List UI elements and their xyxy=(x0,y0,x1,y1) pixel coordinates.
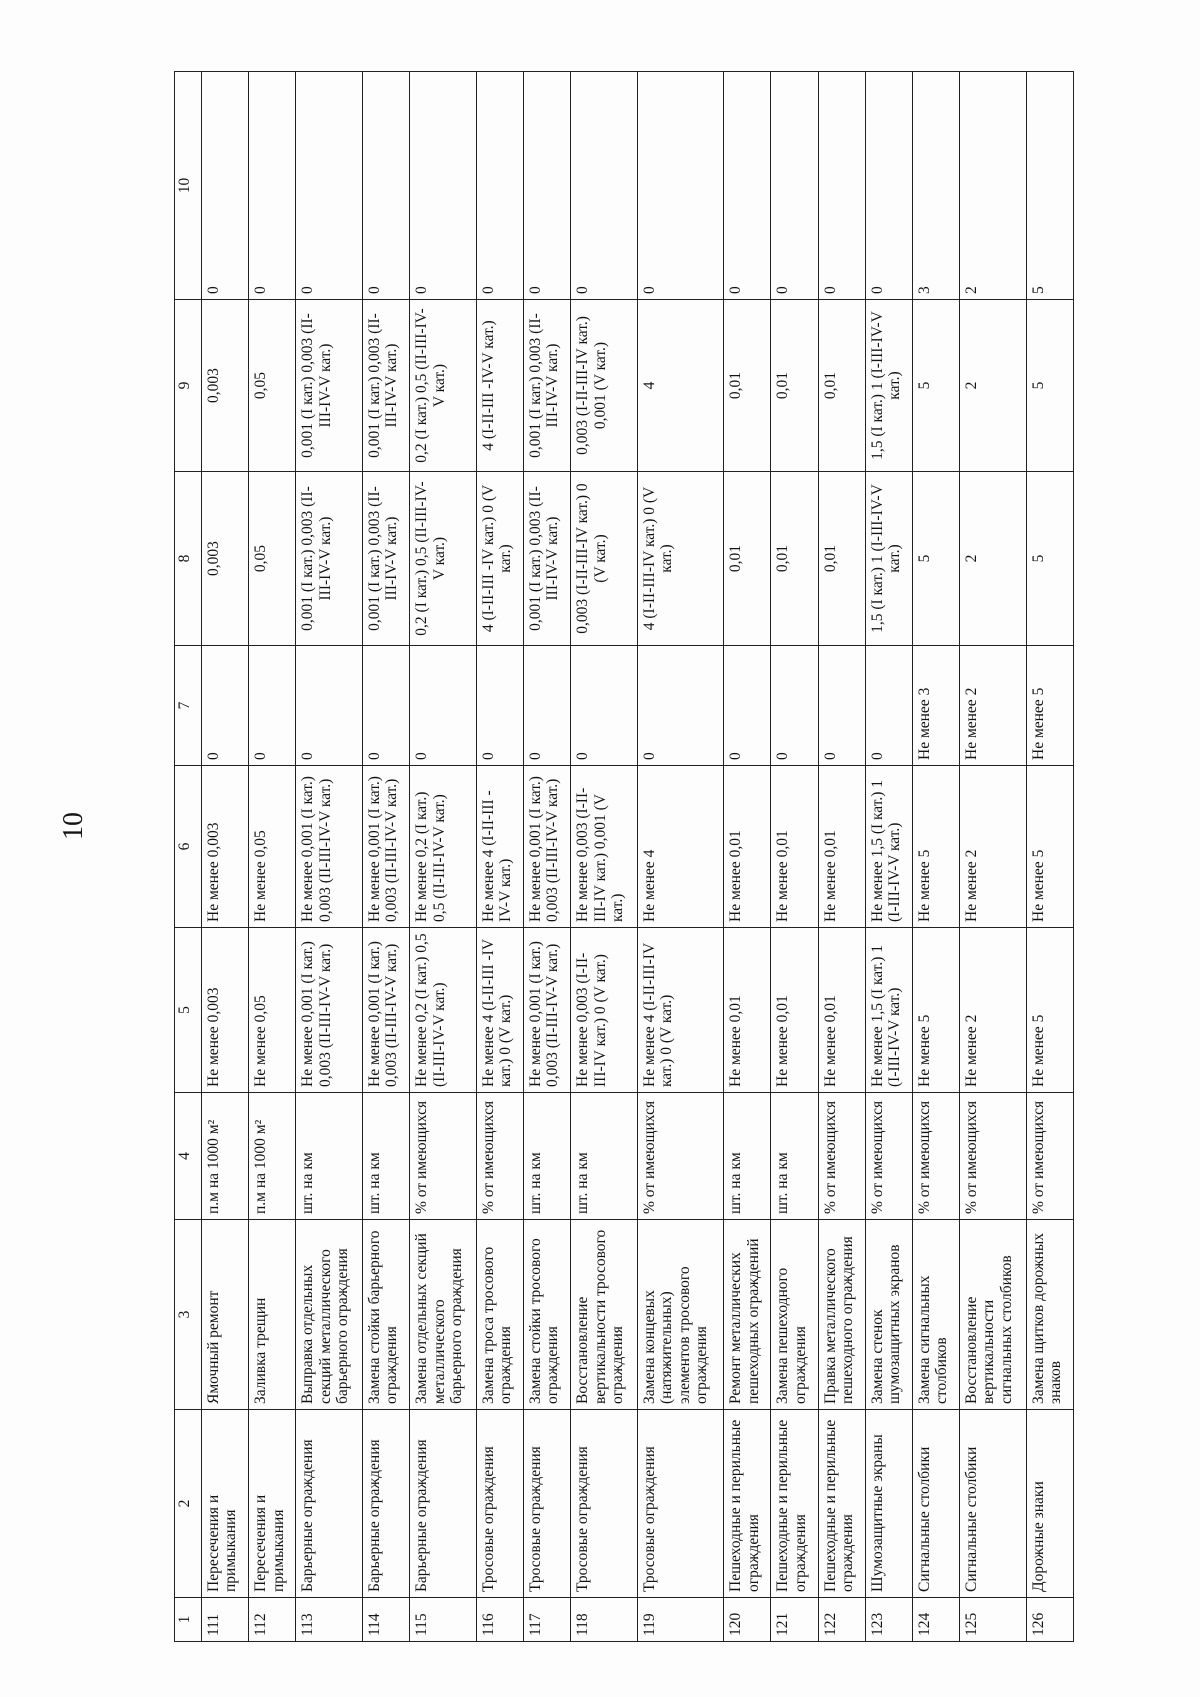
col9-cell: 1,5 (I кат.) 1 (I-III-IV-V кат.) xyxy=(865,300,912,472)
col7-cell: 0 xyxy=(524,646,571,766)
unit-cell: % от имеющихся xyxy=(410,1093,477,1220)
work-type-cell: Ямочный ремонт xyxy=(202,1220,249,1410)
col9-cell: 5 xyxy=(1026,300,1073,472)
col8-cell: 0,05 xyxy=(249,472,296,646)
col8-cell: 0,003 xyxy=(202,472,249,646)
col8-cell: 2 xyxy=(960,472,1027,646)
col6-cell: Не менее 4 xyxy=(637,766,723,928)
object-cell: Барьерные ограждения xyxy=(363,1410,410,1598)
col5-cell: Не менее 0,001 (I кат.) 0,003 (II-III-IV-V кат.) xyxy=(296,928,363,1093)
object-cell: Барьерные ограждения xyxy=(410,1410,477,1598)
row-number-cell: 119 xyxy=(637,1598,723,1642)
col5-cell: Не менее 0,01 xyxy=(724,928,771,1093)
header-cell: 10 xyxy=(175,72,202,300)
col5-cell: Не менее 0,05 xyxy=(249,928,296,1093)
unit-cell: % от имеющихся xyxy=(818,1093,865,1220)
col6-cell: Не менее 0,01 xyxy=(818,766,865,928)
row-number-cell: 115 xyxy=(410,1598,477,1642)
col7-cell: Не менее 3 xyxy=(912,646,959,766)
col5-cell: Не менее 0,001 (I кат.) 0,003 (II-III-IV-V кат.) xyxy=(363,928,410,1093)
col8-cell: 0,01 xyxy=(724,472,771,646)
object-cell: Дорожные знаки xyxy=(1026,1410,1073,1598)
table-row xyxy=(524,72,571,1642)
object-cell: Барьерные ограждения xyxy=(296,1410,363,1598)
table-wrapper xyxy=(174,72,1074,1642)
header-cell: 9 xyxy=(175,300,202,472)
table-row xyxy=(296,72,363,1642)
col5-cell: Не менее 2 xyxy=(960,928,1027,1093)
col6-cell: Не менее 2 xyxy=(960,766,1027,928)
work-type-cell: Замена пешеходного ограждения xyxy=(771,1220,818,1410)
col6-cell: Не менее 0,003 (I-II-III-IV кат.) 0,001 (V кат.) xyxy=(571,766,638,928)
header-cell: 4 xyxy=(175,1093,202,1220)
col10-cell: 0 xyxy=(249,72,296,300)
object-cell: Тросовые ограждения xyxy=(571,1410,638,1598)
unit-cell: % от имеющихся xyxy=(960,1093,1027,1220)
row-number-cell: 126 xyxy=(1026,1598,1073,1642)
col8-cell: 0,01 xyxy=(818,472,865,646)
col9-cell: 5 xyxy=(912,300,959,472)
col9-cell: 0,05 xyxy=(249,300,296,472)
work-type-cell: Замена концевых (натяжительных) элементов тросового ограждения xyxy=(637,1220,723,1410)
object-cell: Пересечения и примыкания xyxy=(249,1410,296,1598)
col8-cell: 0,001 (I кат.) 0,003 (II-III-IV-V кат.) xyxy=(296,472,363,646)
table-row xyxy=(202,72,249,1642)
row-number-cell: 112 xyxy=(249,1598,296,1642)
col8-cell: 0,2 (I кат.) 0,5 (II-III-IV-V кат.) xyxy=(410,472,477,646)
col10-cell: 2 xyxy=(960,72,1027,300)
row-number-cell: 113 xyxy=(296,1598,363,1642)
header-cell: 7 xyxy=(175,646,202,766)
object-cell: Шумозащитные экраны xyxy=(865,1410,912,1598)
header-row xyxy=(175,72,202,1642)
work-type-cell: Выправка отдельных секций металлического барьерного ограждения xyxy=(296,1220,363,1410)
col7-cell: Не менее 2 xyxy=(960,646,1027,766)
col10-cell: 3 xyxy=(912,72,959,300)
col9-cell: 0,003 (I-II-III-IV кат.) 0,001 (V кат.) xyxy=(571,300,638,472)
work-type-cell: Замена стойки тросового ограждения xyxy=(524,1220,571,1410)
object-cell: Пешеходные и перильные ограждения xyxy=(724,1410,771,1598)
row-number-cell: 111 xyxy=(202,1598,249,1642)
object-cell: Тросовые ограждения xyxy=(476,1410,523,1598)
work-type-cell: Правка металлического пешеходного ограждения xyxy=(818,1220,865,1410)
header-cell: 2 xyxy=(175,1410,202,1598)
work-type-cell: Восстановление вертикальности тросового ограждения xyxy=(571,1220,638,1410)
table-row xyxy=(571,72,638,1642)
col6-cell: Не менее 5 xyxy=(1026,766,1073,928)
col9-cell: 0,001 (I кат.) 0,003 (II-III-IV-V кат.) xyxy=(524,300,571,472)
unit-cell: шт. на км xyxy=(296,1093,363,1220)
col7-cell: 0 xyxy=(249,646,296,766)
page-number: 10 xyxy=(58,812,89,840)
header-cell: 5 xyxy=(175,928,202,1093)
work-type-cell: Замена стойки барьерного ограждения xyxy=(363,1220,410,1410)
col7-cell: Не менее 5 xyxy=(1026,646,1073,766)
work-type-cell: Замена троса тросового ограждения xyxy=(476,1220,523,1410)
work-type-cell: Замена сигнальных столбиков xyxy=(912,1220,959,1410)
row-number-cell: 123 xyxy=(865,1598,912,1642)
col7-cell: 0 xyxy=(571,646,638,766)
col9-cell: 0,003 xyxy=(202,300,249,472)
table-row xyxy=(249,72,296,1642)
col9-cell: 2 xyxy=(960,300,1027,472)
col7-cell: 0 xyxy=(865,646,912,766)
col5-cell: Не менее 1,5 (I кат.) 1 (I-III-IV-V кат.) xyxy=(865,928,912,1093)
col8-cell: 0,01 xyxy=(771,472,818,646)
unit-cell: шт. на км xyxy=(524,1093,571,1220)
table-row xyxy=(865,72,912,1642)
col6-cell: Не менее 0,003 xyxy=(202,766,249,928)
col6-cell: Не менее 0,2 (I кат.) 0,5 (II-III-IV-V кат.) xyxy=(410,766,477,928)
col6-cell: Не менее 0,001 (I кат.) 0,003 (II-III-IV-V кат.) xyxy=(296,766,363,928)
col8-cell: 5 xyxy=(1026,472,1073,646)
row-number-cell: 125 xyxy=(960,1598,1027,1642)
table-row xyxy=(724,72,771,1642)
work-type-cell: Замена отдельных секций металлического барьерного ограждения xyxy=(410,1220,477,1410)
col8-cell: 0,001 (I кат.) 0,003 (II-III-IV-V кат.) xyxy=(363,472,410,646)
work-type-cell: Замена щитков дорожных знаков xyxy=(1026,1220,1073,1410)
col6-cell: Не менее 0,001 (I кат.) 0,003 (II-III-IV-V кат.) xyxy=(363,766,410,928)
work-type-cell: Заливка трещин xyxy=(249,1220,296,1410)
object-cell: Пешеходные и перильные ограждения xyxy=(818,1410,865,1598)
col8-cell: 4 (I-II-III-IV кат.) 0 (V кат.) xyxy=(637,472,723,646)
unit-cell: п.м на 1000 м² xyxy=(249,1093,296,1220)
unit-cell: шт. на км xyxy=(571,1093,638,1220)
col10-cell: 0 xyxy=(524,72,571,300)
row-number-cell: 124 xyxy=(912,1598,959,1642)
col9-cell: 0,01 xyxy=(771,300,818,472)
col10-cell: 0 xyxy=(476,72,523,300)
col6-cell: Не менее 0,01 xyxy=(771,766,818,928)
col8-cell: 0,001 (I кат.) 0,003 (II-III-IV-V кат.) xyxy=(524,472,571,646)
col8-cell: 0,003 (I-II-III-IV кат.) 0 (V кат.) xyxy=(571,472,638,646)
col10-cell: 0 xyxy=(818,72,865,300)
col9-cell: 0,01 xyxy=(724,300,771,472)
unit-cell: шт. на км xyxy=(724,1093,771,1220)
col9-cell: 0,2 (I кат.) 0,5 (II-III-IV-V кат.) xyxy=(410,300,477,472)
table-row xyxy=(637,72,723,1642)
col6-cell: Не менее 5 xyxy=(912,766,959,928)
work-type-cell: Восстановление вертикальности сигнальных столбиков xyxy=(960,1220,1027,1410)
col5-cell: Не менее 0,01 xyxy=(771,928,818,1093)
header-cell: 3 xyxy=(175,1220,202,1410)
table-row xyxy=(1026,72,1073,1642)
work-type-cell: Ремонт металлических пешеходных ограждений xyxy=(724,1220,771,1410)
col7-cell: 0 xyxy=(296,646,363,766)
table-row xyxy=(818,72,865,1642)
unit-cell: % от имеющихся xyxy=(1026,1093,1073,1220)
object-cell: Тросовые ограждения xyxy=(637,1410,723,1598)
col7-cell: 0 xyxy=(724,646,771,766)
table-row xyxy=(410,72,477,1642)
unit-cell: шт. на км xyxy=(771,1093,818,1220)
col7-cell: 0 xyxy=(771,646,818,766)
col10-cell: 0 xyxy=(363,72,410,300)
col7-cell: 0 xyxy=(202,646,249,766)
row-number-cell: 122 xyxy=(818,1598,865,1642)
unit-cell: % от имеющихся xyxy=(637,1093,723,1220)
table-row xyxy=(771,72,818,1642)
row-number-cell: 118 xyxy=(571,1598,638,1642)
unit-cell: шт. на км xyxy=(363,1093,410,1220)
col6-cell: Не менее 0,05 xyxy=(249,766,296,928)
col5-cell: Не менее 0,01 xyxy=(818,928,865,1093)
col5-cell: Не менее 0,2 (I кат.) 0,5 (II-III-IV-V кат.) xyxy=(410,928,477,1093)
col9-cell: 0,01 xyxy=(818,300,865,472)
col5-cell: Не менее 4 (I-II-III -IV кат.) 0 (V кат.) xyxy=(476,928,523,1093)
col10-cell: 0 xyxy=(202,72,249,300)
col6-cell: Не менее 1,5 (I кат.) 1 (I-III-IV-V кат.) xyxy=(865,766,912,928)
unit-cell: % от имеющихся xyxy=(865,1093,912,1220)
object-cell: Сигнальные столбики xyxy=(960,1410,1027,1598)
row-number-cell: 116 xyxy=(476,1598,523,1642)
col5-cell: Не менее 5 xyxy=(1026,928,1073,1093)
col10-cell: 0 xyxy=(410,72,477,300)
object-cell: Пересечения и примыкания xyxy=(202,1410,249,1598)
col7-cell: 0 xyxy=(476,646,523,766)
row-number-cell: 120 xyxy=(724,1598,771,1642)
col9-cell: 0,001 (I кат.) 0,003 (II-III-IV-V кат.) xyxy=(296,300,363,472)
col6-cell: Не менее 4 (I-II-III -IV-V кат.) xyxy=(476,766,523,928)
col8-cell: 1,5 (I кат.) 1 (I-III-IV-V кат.) xyxy=(865,472,912,646)
col7-cell: 0 xyxy=(410,646,477,766)
header-cell: 1 xyxy=(175,1598,202,1642)
col6-cell: Не менее 0,001 (I кат.) 0,003 (II-III-IV-V кат.) xyxy=(524,766,571,928)
table-row xyxy=(363,72,410,1642)
col10-cell: 0 xyxy=(637,72,723,300)
col10-cell: 5 xyxy=(1026,72,1073,300)
col5-cell: Не менее 0,003 xyxy=(202,928,249,1093)
col9-cell: 4 (I-II-III -IV-V кат.) xyxy=(476,300,523,472)
table-row xyxy=(960,72,1027,1642)
unit-cell: % от имеющихся xyxy=(912,1093,959,1220)
col8-cell: 4 (I-II-III -IV кат.) 0 (V кат.) xyxy=(476,472,523,646)
table-row xyxy=(476,72,523,1642)
header-cell: 6 xyxy=(175,766,202,928)
col8-cell: 5 xyxy=(912,472,959,646)
unit-cell: % от имеющихся xyxy=(476,1093,523,1220)
col9-cell: 4 xyxy=(637,300,723,472)
col9-cell: 0,001 (I кат.) 0,003 (II-III-IV-V кат.) xyxy=(363,300,410,472)
col7-cell: 0 xyxy=(637,646,723,766)
row-number-cell: 114 xyxy=(363,1598,410,1642)
col5-cell: Не менее 4 (I-II-III-IV кат.) 0 (V кат.) xyxy=(637,928,723,1093)
object-cell: Пешеходные и перильные ограждения xyxy=(771,1410,818,1598)
header-cell: 8 xyxy=(175,472,202,646)
col10-cell: 0 xyxy=(296,72,363,300)
object-cell: Сигнальные столбики xyxy=(912,1410,959,1598)
unit-cell: п.м на 1000 м² xyxy=(202,1093,249,1220)
col10-cell: 0 xyxy=(571,72,638,300)
table-row xyxy=(912,72,959,1642)
object-cell: Тросовые ограждения xyxy=(524,1410,571,1598)
row-number-cell: 121 xyxy=(771,1598,818,1642)
row-number-cell: 117 xyxy=(524,1598,571,1642)
norms-table xyxy=(174,71,1074,1642)
col5-cell: Не менее 0,001 (I кат.) 0,003 (II-III-IV-V кат.) xyxy=(524,928,571,1093)
col10-cell: 0 xyxy=(771,72,818,300)
col7-cell: 0 xyxy=(818,646,865,766)
col10-cell: 0 xyxy=(724,72,771,300)
work-type-cell: Замена стенок шумозащитных экранов xyxy=(865,1220,912,1410)
col5-cell: Не менее 0,003 (I-II-III-IV кат.) 0 (V кат.) xyxy=(571,928,638,1093)
col10-cell: 0 xyxy=(865,72,912,300)
col7-cell: 0 xyxy=(363,646,410,766)
col5-cell: Не менее 5 xyxy=(912,928,959,1093)
col6-cell: Не менее 0,01 xyxy=(724,766,771,928)
